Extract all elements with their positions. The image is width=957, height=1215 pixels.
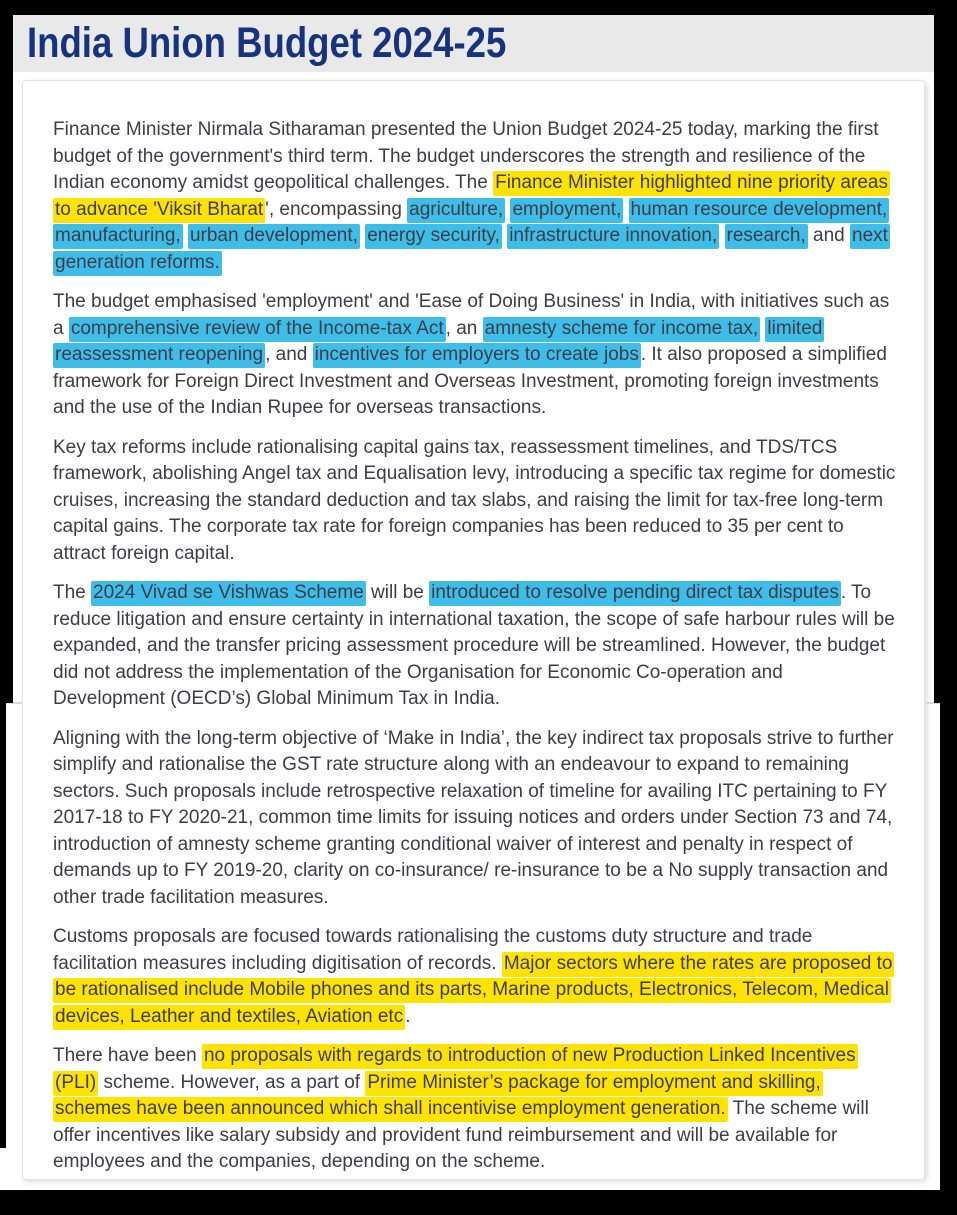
text-segment: . To reduce litigation and ensure certainty in international taxation, the scope of safe harbour rules will be expanded, and the transfer pricing assessment procedure will be streamlined. However, the budget did not address the implementation of the Organisation for Economic Co-operation and Development (OECD’s) Global Minimum Tax in India.: [53, 582, 895, 709]
text-segment: . It also proposed a simplified framework for Foreign Direct Investment and Overseas Investment, promoting foreign investments and the use of the Indian Rupee for overseas transactions.: [53, 344, 887, 418]
article-body: [53, 117, 896, 1176]
highlight-blue: next generation reforms.: [53, 224, 890, 276]
text-segment: , and: [265, 344, 313, 365]
highlight-blue: employment,: [510, 198, 623, 223]
page-header: [13, 15, 934, 72]
text-segment: and: [807, 225, 850, 246]
highlight-yellow: Prime Minister’s package for employment and skilling, schemes have been announced which shall incentivise employment generation.: [53, 1071, 823, 1123]
frame-bottom-border: [0, 1190, 957, 1215]
highlight-blue: infrastructure innovation,: [507, 224, 719, 249]
highlight-blue: urban development,: [188, 224, 360, 249]
text-segment: [719, 225, 724, 246]
text-segment: scheme. However, as a part of: [98, 1071, 366, 1093]
paragraph: [53, 726, 896, 912]
text-segment: .: [405, 1005, 411, 1027]
frame-left-border-upper: [0, 15, 13, 703]
paragraph: [53, 924, 896, 1030]
paragraph: [53, 117, 896, 276]
highlight-blue: introduced to resolve pending direct tax disputes: [429, 581, 841, 606]
text-segment: Customs proposals are focused towards rationalising the customs duty structure and trade facilitation measures including digitisation of records.: [53, 926, 813, 974]
highlight-blue: energy security,: [365, 224, 502, 249]
frame-left-border-lower: [0, 703, 6, 1148]
text-segment: ', encompassing: [265, 198, 408, 220]
highlight-blue: research,: [725, 224, 808, 249]
highlight-blue: manufacturing,: [53, 224, 183, 249]
highlight-yellow: no proposals with regards to introduction of new Production Linked Incentives (PLI): [53, 1044, 858, 1096]
frame-right-border-upper: [934, 15, 957, 703]
text-segment: The scheme will offer incentives like salary subsidy and provident fund reimbursement and will be available for employees and the companies, depending on the scheme.: [53, 1098, 869, 1172]
frame-top-border: [0, 0, 957, 15]
text-segment: , an: [445, 317, 483, 339]
content-card: [22, 80, 925, 1180]
paragraph: [53, 580, 896, 713]
text-segment: There have been: [53, 1045, 202, 1066]
text-segment: Aligning with the long-term objective of ‘Make in India’, the key indirect tax proposals strive to further simplify and rationalise the GST rate structure along with an endeavour to expand to remaining sectors. Such proposals include retrospective relaxation of timeline for availing ITC pertaining to FY 2017-18 to FY 2020-21, common time limits for issuing notices and orders under Section 73 and 74, introduction of amnesty scheme granting conditional waiver of interest and penalty in respect of demands up to FY 2019-20, clarity on co-insurance/ re-insurance to be a No supply transaction and other trade facilitation measures.: [53, 727, 894, 908]
paragraph: [53, 1043, 896, 1176]
page-title: India Union Budget 2024-25: [27, 19, 507, 67]
highlight-yellow: Finance Minister highlighted nine priority areas to advance 'Viksit Bharat: [53, 171, 890, 223]
highlight-blue: amnesty scheme for income tax,: [483, 317, 761, 342]
highlight-blue: limited reassessment reopening: [53, 317, 824, 369]
paragraph: [53, 435, 896, 568]
text-segment: Key tax reforms include rationalising capital gains tax, reassessment timelines, and TDS/TCS framework, abolishing Angel tax and Equalisation levy, introducing a specific tax regime for domestic cruises, increasing the standard deduction and tax slabs, and raising the limit for tax-free long-term capital gains. The corporate tax rate for foreign companies has been reduced to 35 per cent to attract foreign capital.: [53, 436, 896, 564]
highlight-yellow: Major sectors where the rates are proposed to be rationalised include Mobile phones and its parts, Marine products, Electronics, Telecom, Medical devices, Leather and textiles, Aviation etc: [53, 952, 894, 1030]
highlight-blue: human resource development,: [629, 198, 890, 223]
frame-right-border-lower: [940, 703, 957, 1215]
highlight-blue: comprehensive review of the Income-tax Act: [69, 317, 446, 342]
text-segment: The budget emphasised 'employment' and 'Ease of Doing Business' in India, with initiatives such as a: [53, 291, 890, 339]
text-segment: [623, 199, 628, 220]
highlight-blue: incentives for employers to create jobs: [313, 343, 641, 368]
highlight-blue: agriculture,: [407, 198, 505, 223]
paragraph: [53, 289, 896, 422]
text-segment: The: [53, 582, 92, 603]
highlight-blue: 2024 Vivad se Vishwas Scheme: [91, 581, 366, 606]
text-segment: will be: [365, 582, 430, 603]
text-segment: Finance Minister Nirmala Sitharaman presented the Union Budget 2024-25 today, marking the first budget of the government's third term. The budget underscores the strength and resilience of the Indian economy amidst geopolitical challenges. The: [53, 119, 879, 193]
